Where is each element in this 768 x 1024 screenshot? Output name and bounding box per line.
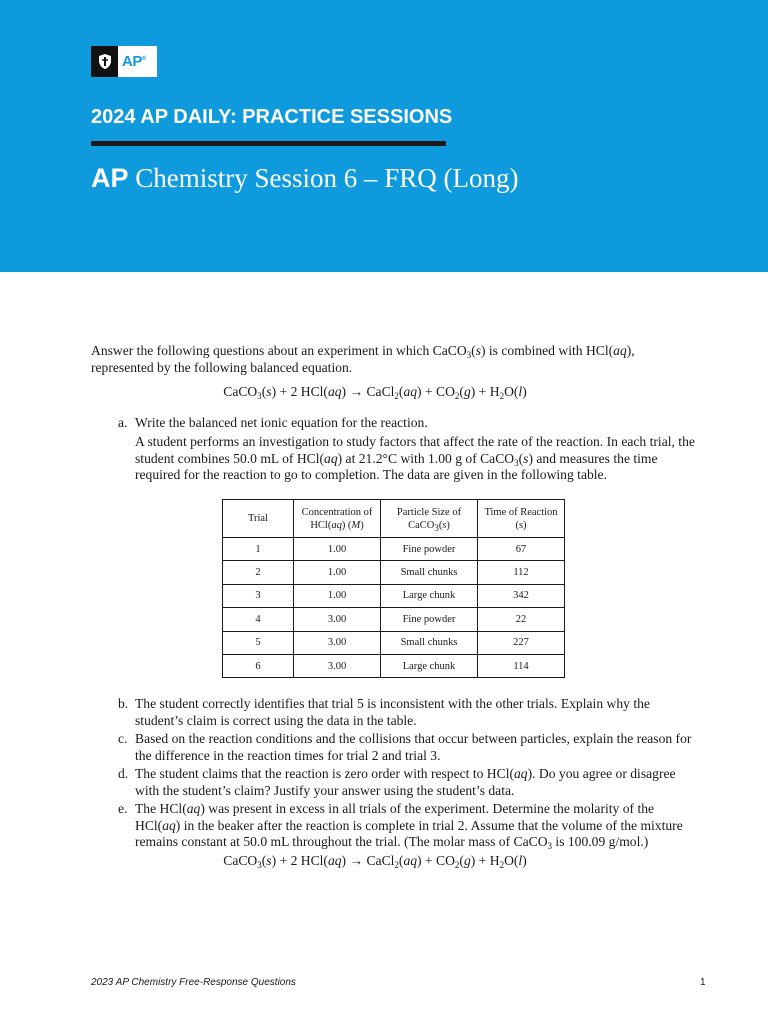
header-time: Time of Reaction (s) (478, 500, 565, 538)
question-a (118, 415, 691, 432)
logo-text: AP® (122, 53, 146, 70)
shield-icon (91, 46, 118, 77)
question-text: Write the balanced net ionic equation for the reaction. (135, 414, 428, 430)
ap-logo (91, 46, 157, 77)
table-row: 4 3.00 Fine powder 22 (223, 608, 565, 631)
table-row: 3 1.00 Large chunk 342 (223, 584, 565, 607)
question-letter: e. (118, 801, 128, 816)
title-prefix: AP (91, 163, 129, 193)
table-row: 6 3.00 Large chunk 114 (223, 654, 565, 677)
balanced-equation-repeat: CaCO$_3$(s) + 2 HCl(aq) → CaCl$_2$(aq) + $CO_2(g) + H_2O(l)$ (223, 852, 527, 870)
question-b (118, 696, 711, 729)
question-d (118, 766, 711, 799)
question-letter: a. (118, 414, 128, 430)
table-header-row (223, 500, 565, 538)
question-c (118, 731, 711, 764)
question-letter: d. (118, 766, 129, 781)
table-row: 1 1.00 Fine powder 67 (223, 538, 565, 561)
header-banner (0, 0, 768, 272)
header-rule (91, 141, 446, 146)
experiment-description: A student performs an investigation to study factors that affect the rate of the reaction. In each trial, the student combines 50.0 mL of HCl(aq) at 21.2°C with 1.00 g of CaCO$_3$(s) and measures the time required for the reaction to go to completion. The data are given in the following table. (135, 434, 695, 482)
page-number: 1 (700, 977, 706, 988)
question-text: The student correctly identifies that trial 5 is inconsistent with the other trials. Explain why the student’s claim is correct using the data in the table. (135, 696, 650, 728)
intro-paragraph: Answer the following questions about an experiment in which CaCO$_3$(s) is combined with HCl(aq), represented by the following balanced equation. (91, 343, 635, 375)
header-trial: Trial (223, 500, 294, 538)
question-letter: c. (118, 731, 128, 746)
question-text: The student claims that the reaction is zero order with respect to HCl(aq). Do you agree or disagree with the student’s claim? Justify your answer using the student’s data. (135, 766, 676, 798)
header-concentration: Concentration of HCl(aq) (M) (294, 500, 381, 538)
data-table (222, 499, 565, 678)
table-row: 5 3.00 Small chunks 227 (223, 631, 565, 654)
page-title (91, 163, 519, 194)
question-content (91, 343, 695, 484)
question-text: Based on the reaction conditions and the collisions that occur between particles, explain the reason for the difference in the reaction times for trial 2 and trial 3. (135, 731, 692, 763)
questions-b-to-e (91, 696, 711, 883)
question-e (118, 801, 711, 851)
title-text: Chemistry Session 6 – FRQ (Long) (135, 163, 519, 193)
question-text: The HCl(aq) was present in excess in all trials of the experiment. Determine the molarity of the HCl(aq) in the beaker after the reaction is complete in trial 2. Assume that the volume of the mixture remains constant at 50.0 mL throughout the trial. (The molar mass of CaCO$_3$ is 100.09 g/mol.) (135, 801, 683, 851)
table-row: 2 1.00 Small chunks 112 (223, 561, 565, 584)
series-title: 2024 AP DAILY: PRACTICE SESSIONS (91, 106, 453, 128)
footer-source: 2023 AP Chemistry Free-Response Questions (91, 977, 296, 988)
header-particle-size: Particle Size of CaCO$_3$(s) (381, 500, 478, 538)
balanced-equation: CaCO$_3$(s) + 2 HCl(aq) → CaCl$_2$(aq) + $CO_2(g) + H_2O(l)$ (223, 384, 527, 401)
question-letter: b. (118, 696, 129, 711)
